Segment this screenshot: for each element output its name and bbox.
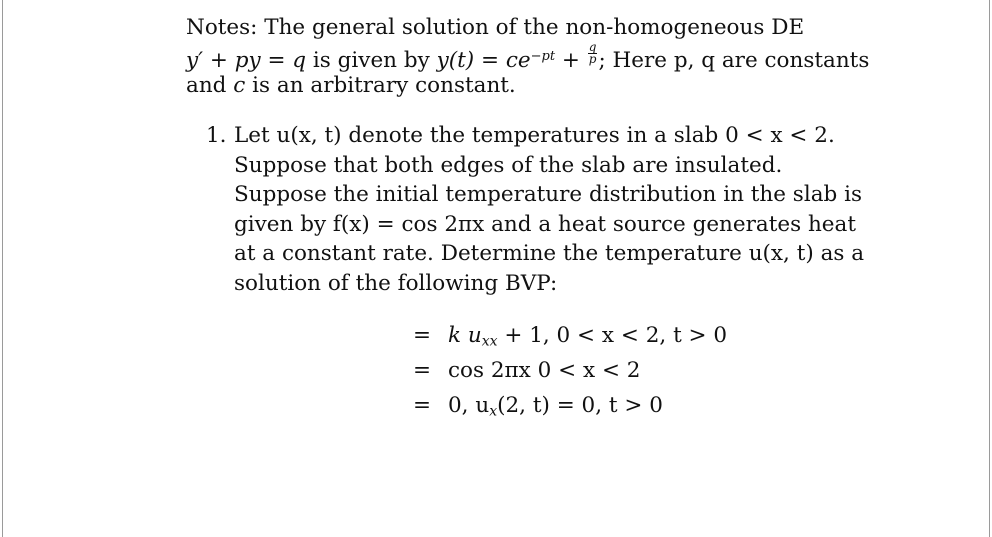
fraction-numerator: q: [588, 40, 597, 54]
notes-de: y′ + py = q: [186, 48, 307, 74]
problem-line: given by f(x) = cos 2πx and a heat source generates heat: [234, 211, 856, 237]
problem-line: solution of the following BVP:: [234, 270, 558, 296]
bvp-rhs: k $u_{xx} + 1$, 0 < x < 2, t > 0: [448, 323, 728, 350]
problem-line: Suppose the initial temperature distribution in the slab is: [234, 182, 863, 207]
page-border-left: [2, 0, 3, 537]
notes-fraction: [588, 42, 598, 65]
problem-line: Suppose that both edges of the slab are insulated.: [234, 152, 783, 178]
notes-line3-a: and: [186, 73, 234, 98]
notes-tail-text: ; Here p, q are constants: [598, 48, 870, 74]
notes-exponent: −pt: [530, 49, 556, 65]
notes-constant-c: c: [233, 73, 246, 98]
notes-block: [186, 13, 870, 100]
notes-line-1: Notes: The general solution of the non-homogeneous DE: [186, 15, 805, 40]
notes-line-3: [186, 71, 846, 100]
equals-sign: =: [413, 393, 432, 418]
notes-line-2: [186, 40, 870, 74]
fraction-denominator: p: [588, 52, 597, 66]
problem-number: 1.: [206, 123, 227, 148]
bvp-rhs: 0, $u_x(2$, t) = 0, t > 0: [448, 393, 663, 420]
notes-mid-text: is given by: [306, 48, 437, 74]
equals-sign: =: [413, 358, 432, 383]
problem-line: at a constant rate. Determine the temperature u(x, t) as a: [234, 241, 865, 266]
problem-text: [234, 121, 865, 298]
page-border-right: [989, 0, 990, 537]
notes-solution: y(t) = ce: [436, 48, 531, 74]
notes-plus: +: [555, 48, 587, 74]
equals-sign: =: [413, 323, 432, 348]
problem-line: Let u(x, t) denote the temperatures in a slab 0 < x < 2.: [234, 123, 835, 148]
bvp-rhs: cos 2πx 0 < x < 2: [448, 358, 641, 383]
notes-line3-b: is an arbitrary constant.: [245, 73, 516, 98]
